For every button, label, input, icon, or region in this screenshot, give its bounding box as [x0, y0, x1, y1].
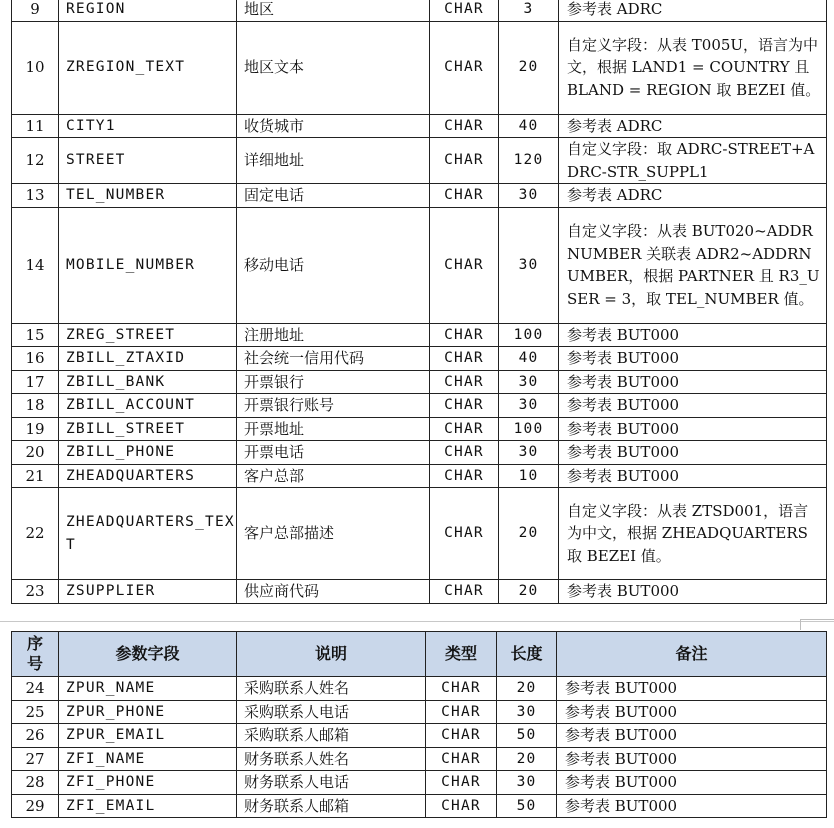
field-table-part2: [11, 631, 827, 818]
field-length: 100: [499, 417, 559, 441]
field-type: CHAR: [426, 771, 497, 795]
param-field: CITY1: [59, 114, 237, 138]
field-length: 30: [499, 441, 559, 465]
page-corner-mark: [800, 619, 834, 630]
field-note: 自定义字段：从表 T005U，语言为中文，根据 LAND1 = COUNTRY 且 BLAND = REGION 取 BEZEI 值。: [559, 21, 827, 114]
field-note: 参考表 BUT000: [557, 794, 827, 818]
field-length: 3: [499, 0, 559, 21]
table-row: [12, 464, 827, 488]
field-description: 采购联系人邮箱: [237, 724, 426, 748]
field-note: 参考表 ADRC: [559, 184, 827, 208]
table-row: [12, 21, 827, 114]
row-number: 28: [12, 771, 59, 795]
field-note: 参考表 BUT000: [557, 700, 827, 724]
param-field: ZFI_EMAIL: [59, 794, 237, 818]
field-note: 参考表 BUT000: [559, 441, 827, 465]
table-row: [12, 441, 827, 465]
header-desc: 说明: [237, 632, 426, 677]
param-field: STREET: [59, 138, 237, 184]
header-len: 长度: [497, 632, 557, 677]
table-row: [12, 394, 827, 418]
table-row: [12, 700, 827, 724]
param-field: ZREG_STREET: [59, 323, 237, 347]
field-type: CHAR: [430, 347, 499, 371]
table-row: [12, 677, 827, 701]
header-note: 备注: [557, 632, 827, 677]
field-note: 参考表 BUT000: [557, 677, 827, 701]
table-row: [12, 488, 827, 580]
field-type: CHAR: [430, 370, 499, 394]
row-number: 17: [12, 370, 59, 394]
row-number: 16: [12, 347, 59, 371]
field-length: 30: [499, 207, 559, 323]
row-number: 19: [12, 417, 59, 441]
field-length: 30: [499, 370, 559, 394]
row-number: 13: [12, 184, 59, 208]
field-description: 客户总部描述: [237, 488, 430, 580]
field-type: CHAR: [426, 677, 497, 701]
param-field: ZFI_PHONE: [59, 771, 237, 795]
field-table-part1: [11, 0, 827, 604]
table-row: [12, 747, 827, 771]
field-note: 参考表 BUT000: [559, 417, 827, 441]
field-description: 客户总部: [237, 464, 430, 488]
field-description: 采购联系人姓名: [237, 677, 426, 701]
table-row: [12, 580, 827, 604]
param-field: ZPUR_EMAIL: [59, 724, 237, 748]
row-number: 21: [12, 464, 59, 488]
param-field: ZHEADQUARTERS: [59, 464, 237, 488]
field-note: 参考表 BUT000: [559, 370, 827, 394]
field-length: 100: [499, 323, 559, 347]
field-note: 自定义字段：取 ADRC-STREET+ADRC-STR_SUPPL1: [559, 138, 827, 184]
param-field: ZBILL_ACCOUNT: [59, 394, 237, 418]
field-length: 40: [499, 114, 559, 138]
table-row: [12, 370, 827, 394]
table-row: [12, 0, 827, 21]
field-length: 30: [499, 394, 559, 418]
row-number: 10: [12, 21, 59, 114]
row-number: 24: [12, 677, 59, 701]
param-field: ZHEADQUARTERS_TEXT: [59, 488, 237, 580]
row-number: 27: [12, 747, 59, 771]
table-row: [12, 207, 827, 323]
param-field: ZSUPPLIER: [59, 580, 237, 604]
field-length: 20: [499, 488, 559, 580]
field-description: 注册地址: [237, 323, 430, 347]
field-note: 参考表 ADRC: [559, 0, 827, 21]
table-row: [12, 323, 827, 347]
param-field: REGION: [59, 0, 237, 21]
field-type: CHAR: [430, 417, 499, 441]
row-number: 26: [12, 724, 59, 748]
table-header-row: [12, 632, 827, 677]
row-number: 11: [12, 114, 59, 138]
field-note: 参考表 BUT000: [557, 771, 827, 795]
table-row: [12, 417, 827, 441]
field-note: 参考表 ADRC: [559, 114, 827, 138]
field-note: 参考表 BUT000: [559, 464, 827, 488]
field-type: CHAR: [430, 488, 499, 580]
row-number: 12: [12, 138, 59, 184]
param-field: MOBILE_NUMBER: [59, 207, 237, 323]
field-description: 地区: [237, 0, 430, 21]
row-number: 14: [12, 207, 59, 323]
row-number: 18: [12, 394, 59, 418]
field-description: 开票地址: [237, 417, 430, 441]
param-field: ZPUR_PHONE: [59, 700, 237, 724]
field-description: 供应商代码: [237, 580, 430, 604]
field-description: 固定电话: [237, 184, 430, 208]
table-row: [12, 771, 827, 795]
field-length: 20: [499, 580, 559, 604]
param-field: ZREGION_TEXT: [59, 21, 237, 114]
field-type: CHAR: [430, 394, 499, 418]
field-description: 详细地址: [237, 138, 430, 184]
field-note: 参考表 BUT000: [559, 394, 827, 418]
field-note: 参考表 BUT000: [559, 580, 827, 604]
table-row: [12, 114, 827, 138]
row-number: 22: [12, 488, 59, 580]
header-field: 参数字段: [59, 632, 237, 677]
field-description: 社会统一信用代码: [237, 347, 430, 371]
field-description: 财务联系人邮箱: [237, 794, 426, 818]
field-description: 收货城市: [237, 114, 430, 138]
field-length: 20: [497, 747, 557, 771]
field-length: 120: [499, 138, 559, 184]
field-length: 30: [497, 771, 557, 795]
table-row: [12, 184, 827, 208]
field-type: CHAR: [430, 21, 499, 114]
field-type: CHAR: [426, 724, 497, 748]
field-type: CHAR: [430, 114, 499, 138]
field-description: 采购联系人电话: [237, 700, 426, 724]
field-type: CHAR: [426, 747, 497, 771]
row-number: 20: [12, 441, 59, 465]
field-description: 开票银行: [237, 370, 430, 394]
param-field: TEL_NUMBER: [59, 184, 237, 208]
header-type: 类型: [426, 632, 497, 677]
field-length: 40: [499, 347, 559, 371]
table-row: [12, 724, 827, 748]
field-type: CHAR: [430, 0, 499, 21]
param-field: ZBILL_BANK: [59, 370, 237, 394]
row-number: 23: [12, 580, 59, 604]
field-type: CHAR: [430, 580, 499, 604]
field-length: 20: [499, 21, 559, 114]
table-row: [12, 794, 827, 818]
field-length: 10: [499, 464, 559, 488]
field-type: CHAR: [430, 441, 499, 465]
field-description: 地区文本: [237, 21, 430, 114]
row-number: 25: [12, 700, 59, 724]
row-number: 9: [12, 0, 59, 21]
field-description: 开票电话: [237, 441, 430, 465]
field-type: CHAR: [430, 207, 499, 323]
field-type: CHAR: [430, 184, 499, 208]
field-length: 20: [497, 677, 557, 701]
field-note: 参考表 BUT000: [559, 347, 827, 371]
row-number: 15: [12, 323, 59, 347]
field-note: 参考表 BUT000: [557, 747, 827, 771]
param-field: ZBILL_STREET: [59, 417, 237, 441]
table-row: [12, 138, 827, 184]
field-length: 30: [499, 184, 559, 208]
field-description: 财务联系人电话: [237, 771, 426, 795]
field-type: CHAR: [430, 323, 499, 347]
page-break-divider: [0, 621, 834, 622]
field-length: 30: [497, 700, 557, 724]
field-note: 自定义字段：从表 ZTSD001，语言为中文，根据 ZHEADQUARTERS 取 BEZEI 值。: [559, 488, 827, 580]
row-number: 29: [12, 794, 59, 818]
header-no: 序号: [12, 632, 59, 677]
field-type: CHAR: [430, 138, 499, 184]
param-field: ZPUR_NAME: [59, 677, 237, 701]
field-length: 50: [497, 794, 557, 818]
field-length: 50: [497, 724, 557, 748]
field-description: 开票银行账号: [237, 394, 430, 418]
field-type: CHAR: [430, 464, 499, 488]
field-note: 参考表 BUT000: [557, 724, 827, 748]
field-note: 参考表 BUT000: [559, 323, 827, 347]
field-note: 自定义字段：从表 BUT020~ADDRNUMBER 关联表 ADR2~ADDRNUMBER，根据 PARTNER 且 R3_USER = 3，取 TEL_NUMBER 值。: [559, 207, 827, 323]
field-type: CHAR: [426, 700, 497, 724]
field-description: 财务联系人姓名: [237, 747, 426, 771]
table-row: [12, 347, 827, 371]
param-field: ZBILL_ZTAXID: [59, 347, 237, 371]
param-field: ZBILL_PHONE: [59, 441, 237, 465]
param-field: ZFI_NAME: [59, 747, 237, 771]
field-type: CHAR: [426, 794, 497, 818]
field-description: 移动电话: [237, 207, 430, 323]
